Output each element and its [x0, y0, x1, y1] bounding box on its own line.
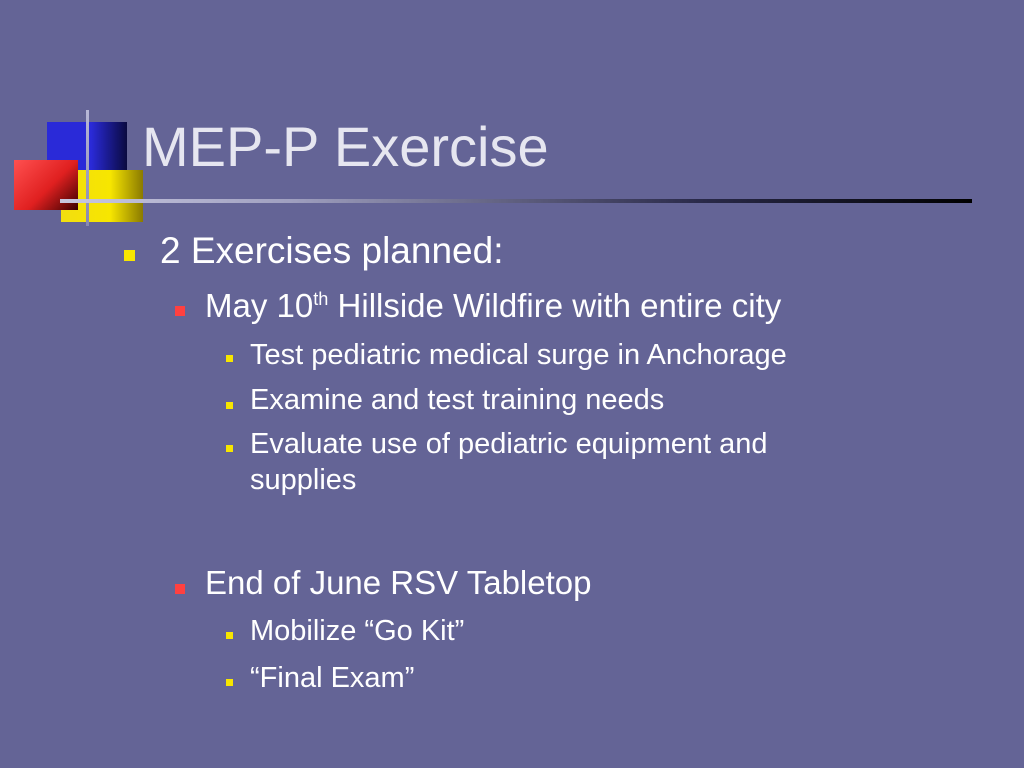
bullet-marker-l3 [226, 679, 233, 686]
may-superscript: th [313, 289, 329, 309]
bullet-evaluate-equipment [250, 426, 768, 498]
bullet-examine-training: Examine and test training needs [250, 384, 665, 416]
bullet-june-tabletop: End of June RSV Tabletop [205, 564, 592, 601]
bullet-test-surge: Test pediatric medical surge in Anchorage [250, 339, 787, 371]
bullet-final-exam: “Final Exam” [250, 662, 415, 694]
bullet-marker-l3 [226, 355, 233, 362]
bullet-marker-l2 [175, 306, 185, 316]
bullet-marker-l1 [124, 250, 135, 261]
logo-vertical-line [86, 110, 89, 226]
bullet-marker-l3 [226, 402, 233, 409]
bullet-go-kit: Mobilize “Go Kit” [250, 615, 465, 647]
may-suffix: Hillside Wildfire with entire city [328, 287, 782, 324]
evaluate-line-1: Evaluate use of pediatric equipment and [250, 428, 768, 460]
bullet-marker-l3 [226, 632, 233, 639]
bullet-may-wildfire [205, 287, 781, 325]
evaluate-line-2: supplies [250, 464, 357, 496]
bullet-exercises-planned: 2 Exercises planned: [160, 230, 504, 271]
title-underline [60, 199, 972, 203]
bullet-marker-l2 [175, 584, 185, 594]
bullet-marker-l3 [226, 445, 233, 452]
may-prefix: May 10 [205, 287, 314, 324]
slide-title: MEP-P Exercise [142, 115, 549, 178]
